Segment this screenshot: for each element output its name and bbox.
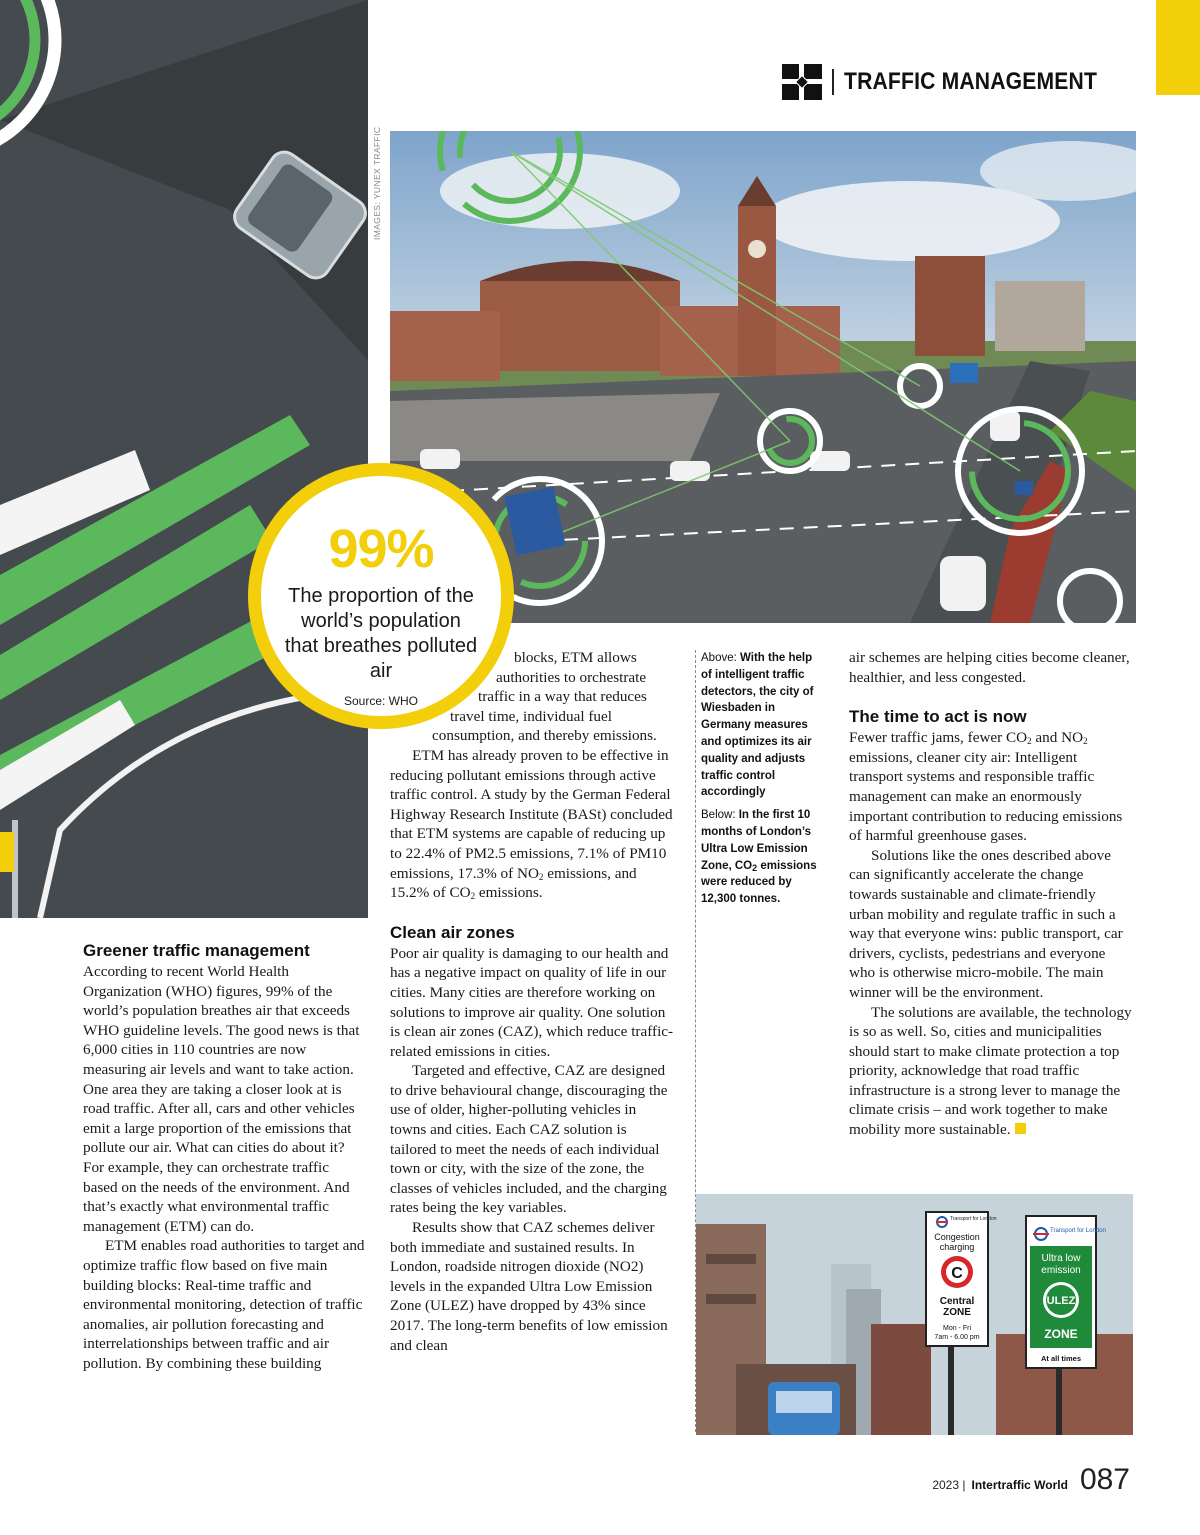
caption-lead: Above: <box>701 652 737 664</box>
heading-greener-traffic: Greener traffic management <box>83 941 310 960</box>
subscript: 2 <box>538 871 544 882</box>
paragraph <box>849 1003 1133 1140</box>
caption-below <box>701 807 823 908</box>
stat-number: 99% <box>328 519 434 579</box>
tfl-text: Transport for London <box>1050 1228 1106 1234</box>
article-column-4 <box>849 648 1133 1140</box>
traffic-management-icon <box>782 64 822 100</box>
subscript: 2 <box>1027 736 1032 747</box>
cc-text: charging <box>939 1242 975 1252</box>
ulez-text: At all times <box>1040 1354 1082 1363</box>
text-run: The solutions are available, the technology is so as well. So, cities and municipalities should start to make climate protection a top priority, acknowledge that road traffic infrastructure is a strong lever to manage the climate crisis – and work together to make mobility more sustainable. <box>849 1003 1132 1139</box>
ulez-text: emission <box>1041 1265 1081 1276</box>
aerial-road-photo <box>0 0 368 918</box>
cc-letter: C <box>951 1265 963 1282</box>
page-footer <box>932 1463 1130 1497</box>
paragraph: According to recent World Health Organization (WHO) figures, 99% of the world’s population breathes air that exceeds WHO guideline levels. The good news is that 6,000 cities in 110 countries are now measuring air levels and want to take action. One area they are taking a closer look at is road traffic. After all, cars and other vehicles emit a large proportion of the emissions that pollute our air. What can cities do about it? For example, they can orchestrate traffic based on the needs of the environment. And that’s exactly what environmental traffic management (ETM) can do. <box>83 963 360 1235</box>
subscript: 2 <box>470 891 476 902</box>
paragraph <box>849 728 1133 846</box>
stat-source: Source: WHO <box>343 694 418 708</box>
subscript: 2 <box>752 862 758 873</box>
subscript: 2 <box>1083 736 1088 747</box>
text-run: emissions, and 15.2% of CO <box>390 864 637 902</box>
caption-above <box>701 650 823 801</box>
page-number: 087 <box>1079 1463 1130 1496</box>
section-title: TRAFFIC MANAGEMENT <box>844 68 1098 95</box>
paragraph <box>390 746 675 903</box>
paragraph: air schemes are helping cities become cleaner, healthier, and less congested. <box>849 649 1130 686</box>
cc-text: Mon - Fri <box>943 1325 971 1332</box>
stat-description: The proportion of the world’s population that breathes polluted air <box>284 585 478 682</box>
cc-text: Congestion <box>934 1232 980 1242</box>
text-run: emissions. <box>475 884 543 902</box>
ulez-badge: ULEZ <box>1046 1295 1076 1307</box>
text-run: and NO <box>1031 729 1084 747</box>
section-color-tab <box>1156 0 1200 95</box>
paragraph: blocks, ETM allows authorities to orchestrate traffic in a way that reduces travel time, individual fuel consumption, and thereby emissions. <box>432 649 657 745</box>
cc-text: ZONE <box>943 1307 971 1318</box>
paragraph: Results show that CAZ schemes deliver both immediate and sustained results. In London, roadside nitrogen dioxide (NO2) levels in the expanded Ultra Low Emission Zone (ULEZ) have dropped by 43% since 2017. The long-term benefits of low emission and clean <box>390 1219 668 1354</box>
article-column-2 <box>390 648 675 1355</box>
text-run: Fewer traffic jams, fewer CO <box>849 729 1028 747</box>
ulez-text: ZONE <box>1044 1327 1078 1341</box>
paragraph: Solutions like the ones described above can significantly accelerate the change towards sustainable and climate-friendly urban mobility and regulate traffic in such a way that everyone wins: public transport, car drivers, cyclists, pedestrians and everyone who is otherwise micro-mobile. The main winner will be the environment. <box>849 846 1123 1001</box>
paragraph: ETM enables road authorities to target and optimize traffic flow based on five main building blocks: Real-time traffic and environmental monitoring, detection of traffic anomalies, air pollution forecasting and interrelationships between traffic and air pollution. By combining these building <box>83 1237 365 1372</box>
ulez-text: Ultra low <box>1041 1253 1081 1264</box>
image-credit-text: IMAGES: YUNEX TRAFFIC <box>372 126 382 240</box>
cc-text: Central <box>939 1296 975 1307</box>
heading-clean-air-zones: Clean air zones <box>390 922 515 942</box>
tfl-text: Transport for London <box>950 1216 997 1222</box>
footer-publication: Intertraffic World <box>971 1478 1068 1492</box>
text-run: ETM has already proven to be effective in reducing pollutant emissions through active traffic control. A study by the German Federal Highway Research Institute (BASt) concluded that ETM systems are capable of reducing up to 22.4% of PM2.5 emissions, 7.1% of PM10 emissions, 17.3% of NO <box>390 746 673 882</box>
text-run: emissions were reduced by 12,300 tonnes. <box>701 859 817 906</box>
heading-time-to-act: The time to act is now <box>849 707 1027 727</box>
text-run: emissions, cleaner city air: Intelligent transport systems and responsible traffic management can make an enormously important contribution to reducing emissions of harmful greenhouse gases. <box>849 748 1123 845</box>
cc-text: 7am - 6.00 pm <box>934 1334 980 1341</box>
header-divider <box>832 69 834 95</box>
london-signs-photo <box>696 1194 1133 1435</box>
footer-year: 2023 | <box>932 1478 966 1492</box>
caption-lead: Below: <box>701 809 736 822</box>
end-of-article-mark <box>1015 1123 1026 1134</box>
section-header <box>782 64 1132 100</box>
image-credit <box>372 126 386 240</box>
text-run: In the first 10 months of London’s Ultra Low Emission Zone, CO <box>701 809 812 872</box>
caption-text <box>701 809 817 905</box>
paragraph: Targeted and effective, CAZ are designed to drive behavioural change, discouraging the use of older, higher-polluting vehicles in towns and cities. Each CAZ solution is tailored to meet the needs of each individual town or city, with the size of the zone, the classes of vehicles included, and the charging rates being the key variables. <box>390 1062 668 1217</box>
image-captions <box>701 650 823 914</box>
article-column-1 <box>83 940 366 1373</box>
caption-text: With the help of intelligent traffic detectors, the city of Wiesbaden in Germany measures and optimizes its air quality and adjusts traffic control accordingly <box>701 652 814 799</box>
paragraph: Poor air quality is damaging to our health and has a negative impact on quality of life in our cities. Many cities are therefore working on solutions to improve air quality. One solution is clean air zones (CAZ), which reduce traffic-related emissions in cities. <box>390 944 674 1060</box>
